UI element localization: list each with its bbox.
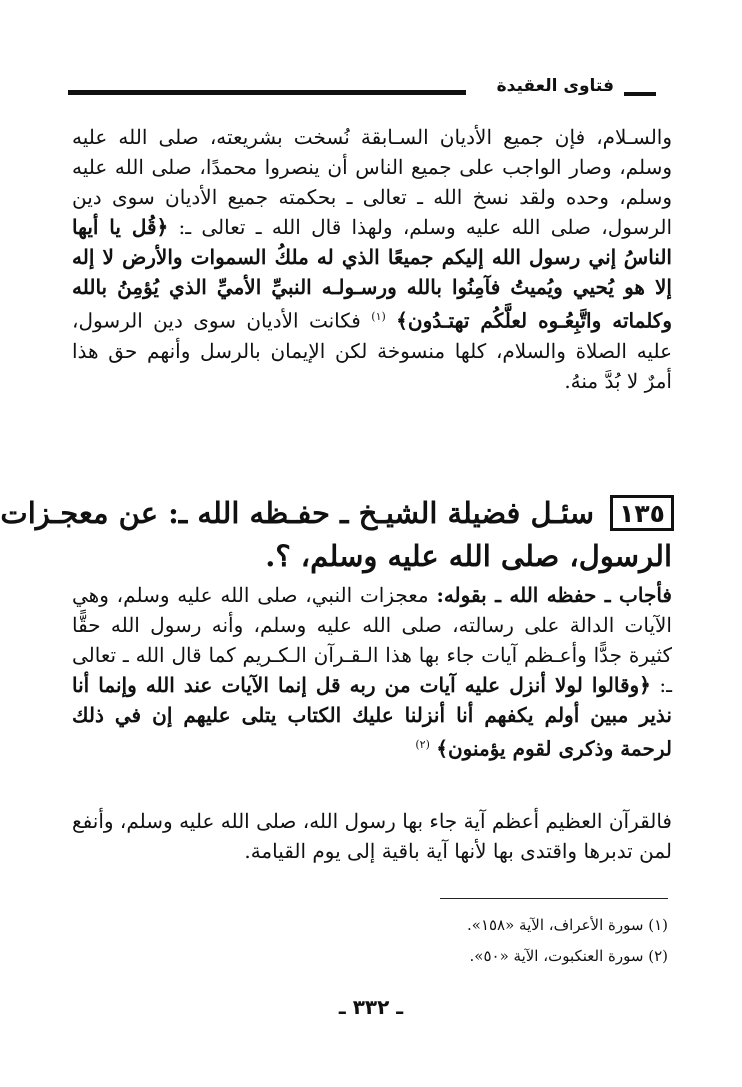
question-title-line-1: سئـل فضيلة الشيـخ ـ حفـظه الله ـ: عن معجـزات — [0, 496, 594, 530]
footnote-rule — [440, 898, 668, 899]
para1-line-1: والسـلام، فإن جميع الأديان السـابقة نُسخت بشريعته، صلى الله عليه — [72, 125, 672, 149]
header-rule — [68, 90, 466, 95]
verse-2: ﴿وقالوا لولا أنزل عليه آيات من ربه قل إنما الآيات عند الله وإنما أنا نذير مبين أولم يكفهم أنا أنزلنا عليك الكتاب يتلى عليهم إن في ذلك لرحمة وذكرى لقوم يؤمنون﴾ — [72, 673, 672, 761]
question-title-line-2: الرسول، صلى الله عليه وسلم، ؟. — [265, 539, 672, 573]
para1-line-3: وسلم، وحده ولقد نسخ الله ـ تعالى ـ بحكمته جميع الأديان سوى دين — [72, 185, 672, 209]
footnote-ref-1: (١) — [371, 310, 386, 323]
footnote-ref-2: (٢) — [415, 738, 430, 751]
answer-paragraph — [72, 580, 672, 764]
answer-text: معجزات النبي، صلى الله عليه وسلم، وهي الآيات الدالة على رسالته، صلى الله عليه وسلم، وأنه رسول الله حقًّا كثيرة جدًّا وأعـظم آيات جاء بها هذا الـقـرآن الـكـريم كما قال الله ـ تعالى ـ: — [72, 583, 672, 697]
answer-lead: فأجاب ـ حفظه الله ـ بقوله: — [436, 583, 672, 607]
footnote-2: (٢) سورة العنكبوت، الآية «٥٠». — [469, 947, 668, 965]
verse-1-open: ﴿قُل يا أيها الناسُ — [72, 215, 672, 269]
answer-closing: فالقرآن العظيم أعظم آية جاء بها رسول الله، صلى الله عليه وسلم، وأنفع لمن تدبرها واقتدى بها لأنها آية باقية إلى يوم القيامة. — [72, 809, 672, 863]
header-title: فتاوى العقيدة — [496, 76, 614, 96]
para1-line-4: الرسول، صلى الله عليه وسلم، ولهذا قال الله ـ تعالى ـ: — [178, 215, 673, 239]
closing-paragraph — [72, 806, 672, 866]
page-number: ـ ٣٣٢ ـ — [338, 995, 404, 1019]
verse-1-body: إني رسول الله إليكم جميعًا الذي له ملكُ السموات والأرض لا إله إلا هو يُحيي ويُميتُ فآمِنُوا بالله ورسـولـه النبيِّ الأميِّ الذي يُؤمِنُ بالله وكلماته واتَّبِعُـوه لعلَّكُم تهتـدُون﴾ — [72, 245, 672, 333]
paragraph-1 — [72, 122, 672, 396]
question-heading — [0, 495, 674, 535]
para1-end: فكانت الأديان سوى دين الرسول، عليه الصلاة والسلام، كلها منسوخة لكن الإيمان بالرسل وأنهم حق هذا أمرٌ لا بُدَّ منهُ. — [72, 308, 672, 393]
question-number-box: ١٣٥ — [610, 495, 674, 531]
footnote-1: (١) سورة الأعراف، الآية «١٥٨». — [466, 916, 668, 934]
para1-line-2: وسلم، وصار الواجب على جميع الناس أن ينصروا محمدًا، صلى الله عليه — [72, 155, 672, 179]
running-header — [68, 72, 656, 112]
header-dash — [624, 92, 656, 96]
